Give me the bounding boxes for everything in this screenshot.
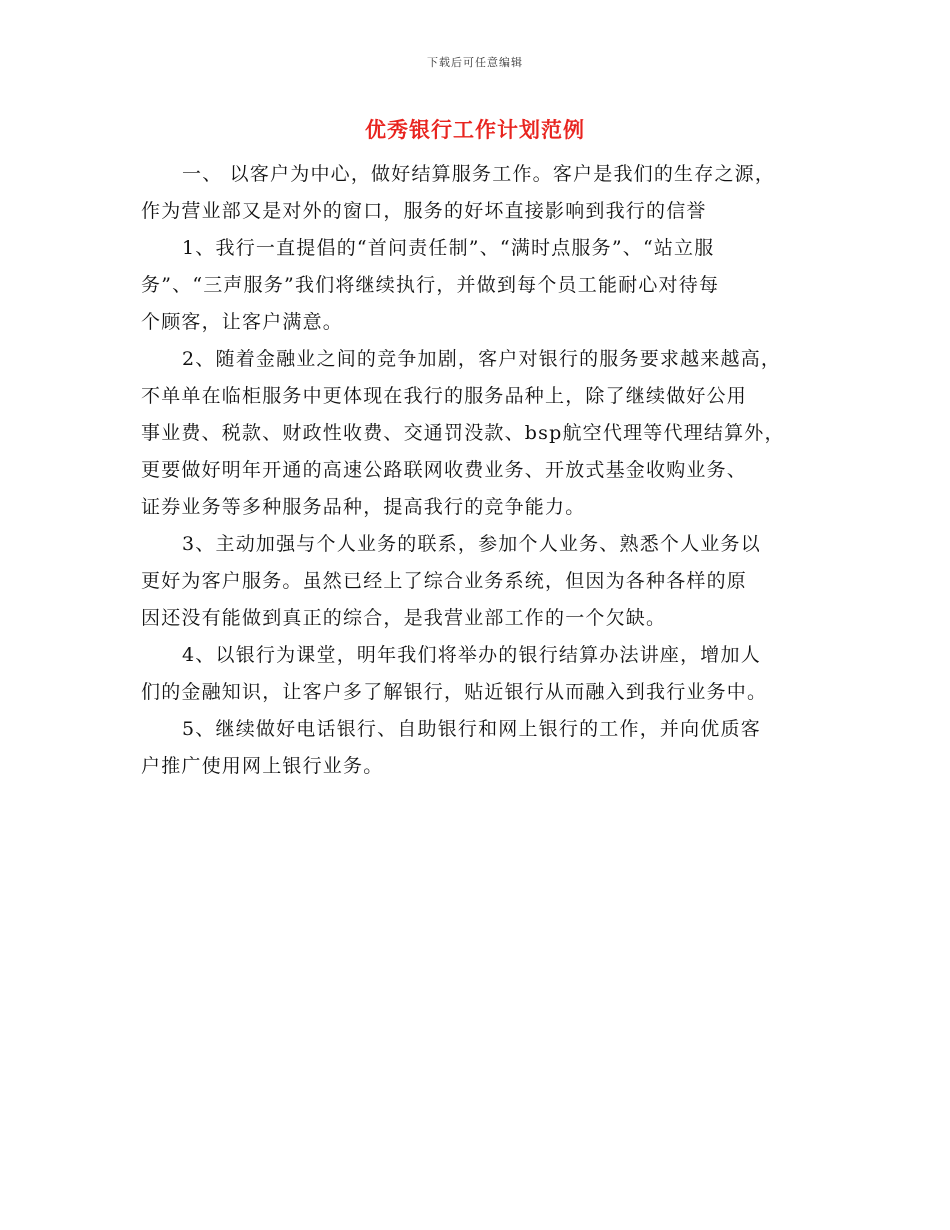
paragraph-line: 一、 以客户为中心，做好结算服务工作。客户是我们的生存之源，: [182, 163, 776, 185]
paragraph-line: 3、主动加强与个人业务的联系，参加个人业务、熟悉个人业务以: [182, 533, 761, 555]
paragraph-5: [141, 637, 821, 711]
paragraph-line: 务”、“三声服务”我们将继续执行，并做到每个员工能耐心对待每: [141, 274, 720, 296]
paragraph-line: 作为营业部又是对外的窗口，服务的好坏直接影响到我行的信誉: [141, 200, 707, 222]
paragraph-6: [141, 711, 821, 785]
paragraph-3: [141, 341, 821, 526]
paragraph-line: 2、随着金融业之间的竞争加剧，客户对银行的服务要求越来越高，: [182, 348, 782, 370]
paragraph-2: [141, 230, 821, 341]
paragraph-line: 证券业务等多种服务品种，提高我行的竞争能力。: [141, 496, 586, 518]
paragraph-line: 个顾客，让客户满意。: [141, 311, 344, 333]
paragraph-line: 们的金融知识，让客户多了解银行，贴近银行从而融入到我行业务中。: [141, 681, 768, 703]
paragraph-4: [141, 526, 821, 637]
paragraph-line: 因还没有能做到真正的综合，是我营业部工作的一个欠缺。: [141, 607, 667, 629]
document-title: 优秀银行工作计划范例: [365, 117, 585, 142]
paragraph-line: 不单单在临柜服务中更体现在我行的服务品种上，除了继续做好公用: [141, 385, 748, 407]
paragraph-line: 事业费、税款、财政性收费、交通罚没款、bsp航空代理等代理结算外，: [141, 422, 785, 444]
paragraph-1: [141, 156, 821, 230]
paragraph-line: 1、我行一直提倡的“首问责任制”、“满时点服务”、“站立服: [182, 237, 715, 259]
paragraph-line: 户推广使用网上银行业务。: [141, 755, 384, 777]
document-body: [141, 156, 821, 785]
paragraph-line: 5、继续做好电话银行、自助银行和网上银行的工作，并向优质客: [182, 718, 761, 740]
paragraph-line: 4、以银行为课堂，明年我们将举办的银行结算办法讲座，增加人: [182, 644, 761, 666]
paragraph-line: 更要做好明年开通的高速公路联网收费业务、开放式基金收购业务、: [141, 459, 748, 481]
header-note: 下载后可任意编辑: [427, 56, 523, 69]
paragraph-line: 更好为客户服务。虽然已经上了综合业务系统，但因为各种各样的原: [141, 570, 748, 592]
